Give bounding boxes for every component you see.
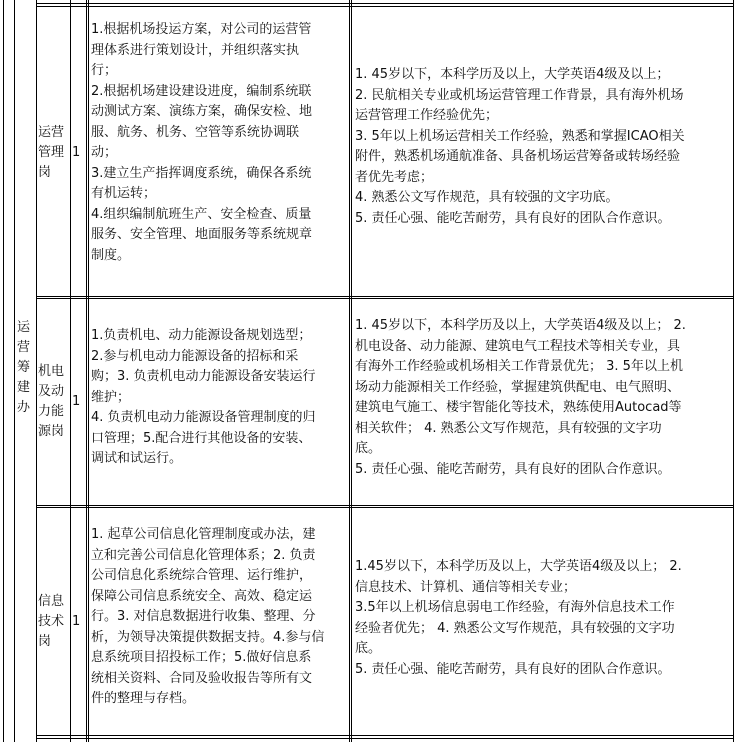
table-rule — [36, 3, 734, 4]
table-border-right — [733, 0, 734, 742]
headcount-cell: 1 — [72, 614, 81, 629]
table-border-left — [3, 0, 4, 742]
table-rule — [36, 735, 734, 736]
table-rule — [14, 0, 15, 742]
duties-cell: 1. 起草公司信息化管理制度或办法，建 立和完善公司信息化管理体系；2. 负责 公司信息化系统综合管理、运行维护， 保障公司信息系统安全、高效、稳定运 行。3. 对信息数据进行收集、整理、分 析，为领导决策提供数据支持。4.参与信 息系统项目招投标工作；5.做好信息系 统相关资料、合同及验收报告等所有文 件的整理与存档。 — [91, 527, 325, 706]
table-rule — [36, 505, 734, 506]
table-rule — [36, 738, 734, 739]
position-cell: 机电 及动 力能 源岗 — [38, 364, 65, 439]
duties-cell: 1.负责机电、动力能源设备规划选型； 2.参与机电动力能源设备的招标和采 购；3. 负责机电动力能源设备安装运行 维护； 4. 负责机电动力能源设备管理制度的归 口管理；5.配合进行其他设备的安装、 调试和试运行。 — [91, 328, 316, 466]
position-cell: 信息 技术 岗 — [38, 594, 65, 649]
table-rule — [36, 296, 734, 297]
requirements-cell: 1. 45岁以下，本科学历及以上，大学英语4级及以上； 2. 机电设备、动力能源、建筑电气工程技术等相关专业，具 有海外工作经验或机场相关工作背景优先； 3. 5年以上机 场动力能源相关工作经验，掌握建筑供配电、电气照明、 建筑电气施工、楼宇智能化等技术，熟练使用Autocad等 相关软件； 4. 熟悉公文写作规范，具有较强的文字功 底。 5. 责任心强、能吃苦耐劳，具有良好的团队合作意识。 — [355, 318, 686, 477]
table-rule — [36, 507, 734, 508]
table-rule — [36, 298, 734, 299]
table-rule — [88, 0, 89, 742]
duties-cell: 1.根据机场投运方案，对公司的运营管 理体系进行策划设计，并组织落实执 行； 2.根据机场建设建设进度，编制系统联 动测试方案、演练方案，确保安检、地 服、航务、机务、空管等系统协调联 动； 3.建立生产指挥调度系统，确保各系统 有机运转； 4.组织编制航班生产、安全检查、质量 服务、安全管理、地面服务等系统规章 制度。 — [91, 22, 313, 263]
table-rule — [36, 6, 734, 7]
table-rule — [36, 0, 37, 742]
headcount-cell: 1 — [72, 394, 81, 409]
requirements-cell: 1. 45岁以下，本科学历及以上，大学英语4级及以上； 2. 民航相关专业或机场运营管理工作背景，具有海外机场 运营管理工作经验优先； 3. 5年以上机场运营相关工作经验，熟悉和掌握ICAO相关 附件，熟悉机场通航准备、具备机场运营筹备或转场经验 者优先考虑； 4. 熟悉公文写作规范，具有较强的文字功底。 5. 责任心强、能吃苦耐劳，具有良好的团队合作意识。 — [355, 67, 685, 226]
department-cell: 运 营 筹 建 办 — [17, 320, 31, 415]
position-cell: 运营 管理 岗 — [38, 125, 65, 180]
table-rule — [86, 0, 87, 742]
headcount-cell: 1 — [72, 145, 81, 160]
requirements-cell: 1.45岁以下，本科学历及以上，大学英语4级及以上； 2. 信息技术、计算机、通信等相关专业； 3.5年以上机场信息弱电工作经验，有海外信息技术工作 经验者优先； 4. 熟悉公文写作规范，具有较强的文字功 底。 5. 责任心强、能吃苦耐劳，具有良好的团队合作意识。 — [355, 559, 682, 677]
table-rule — [351, 0, 352, 742]
